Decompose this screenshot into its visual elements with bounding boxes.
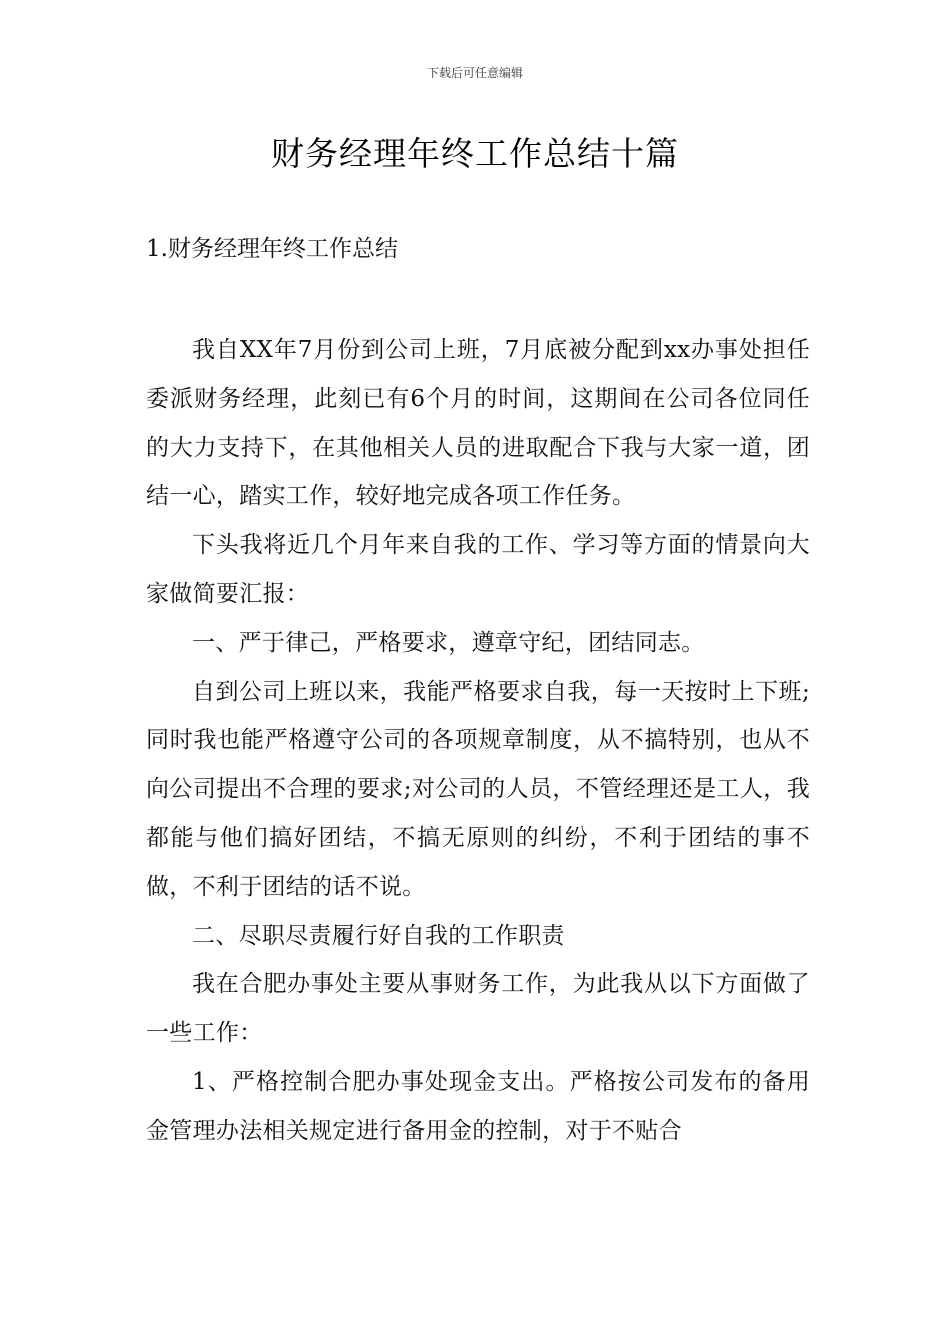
paragraph: 我自XX年7月份到公司上班，7月底被分配到xx办事处担任委派财务经理，此刻已有6个月的时间，这期间在公司各位同任的大力支持下，在其他相关人员的进取配合下我与大家一道，团结一心，踏实工作，较好地完成各项工作任务。 bbox=[146, 337, 810, 510]
paragraph: 1、严格控制合肥办事处现金支出。严格按公司发布的备用金管理办法相关规定进行备用金的控制，对于不贴合 bbox=[146, 1068, 810, 1144]
paragraph: 一、严于律己，严格要求，遵章守纪，团结同志。 bbox=[192, 629, 705, 656]
paragraph: 下头我将近几个月年来自我的工作、学习等方面的情景向大家做简要汇报： bbox=[146, 532, 810, 607]
paragraph: 自到公司上班以来，我能严格要求自我，每一天按时上下班;同时我也能严格遵守公司的各项规章制度，从不搞特别，也从不向公司提出不合理的要求;对公司的人员，不管经理还是工人，我都能与他们搞好团结，不搞无原则的纠纷，不利于团结的事不做，不利于团结的话不说。 bbox=[146, 678, 810, 900]
header-note: 下载后可任意编辑 bbox=[426, 66, 523, 80]
paragraph: 二、尽职尽责履行好自我的工作职责 bbox=[192, 922, 565, 949]
document-body bbox=[146, 326, 810, 1156]
paragraph: 我在合肥办事处主要从事财务工作，为此我从以下方面做了一些工作： bbox=[146, 971, 810, 1047]
document-title: 财务经理年终工作总结十篇 bbox=[271, 134, 679, 173]
section-heading: 1.财务经理年终工作总结 bbox=[146, 236, 398, 262]
